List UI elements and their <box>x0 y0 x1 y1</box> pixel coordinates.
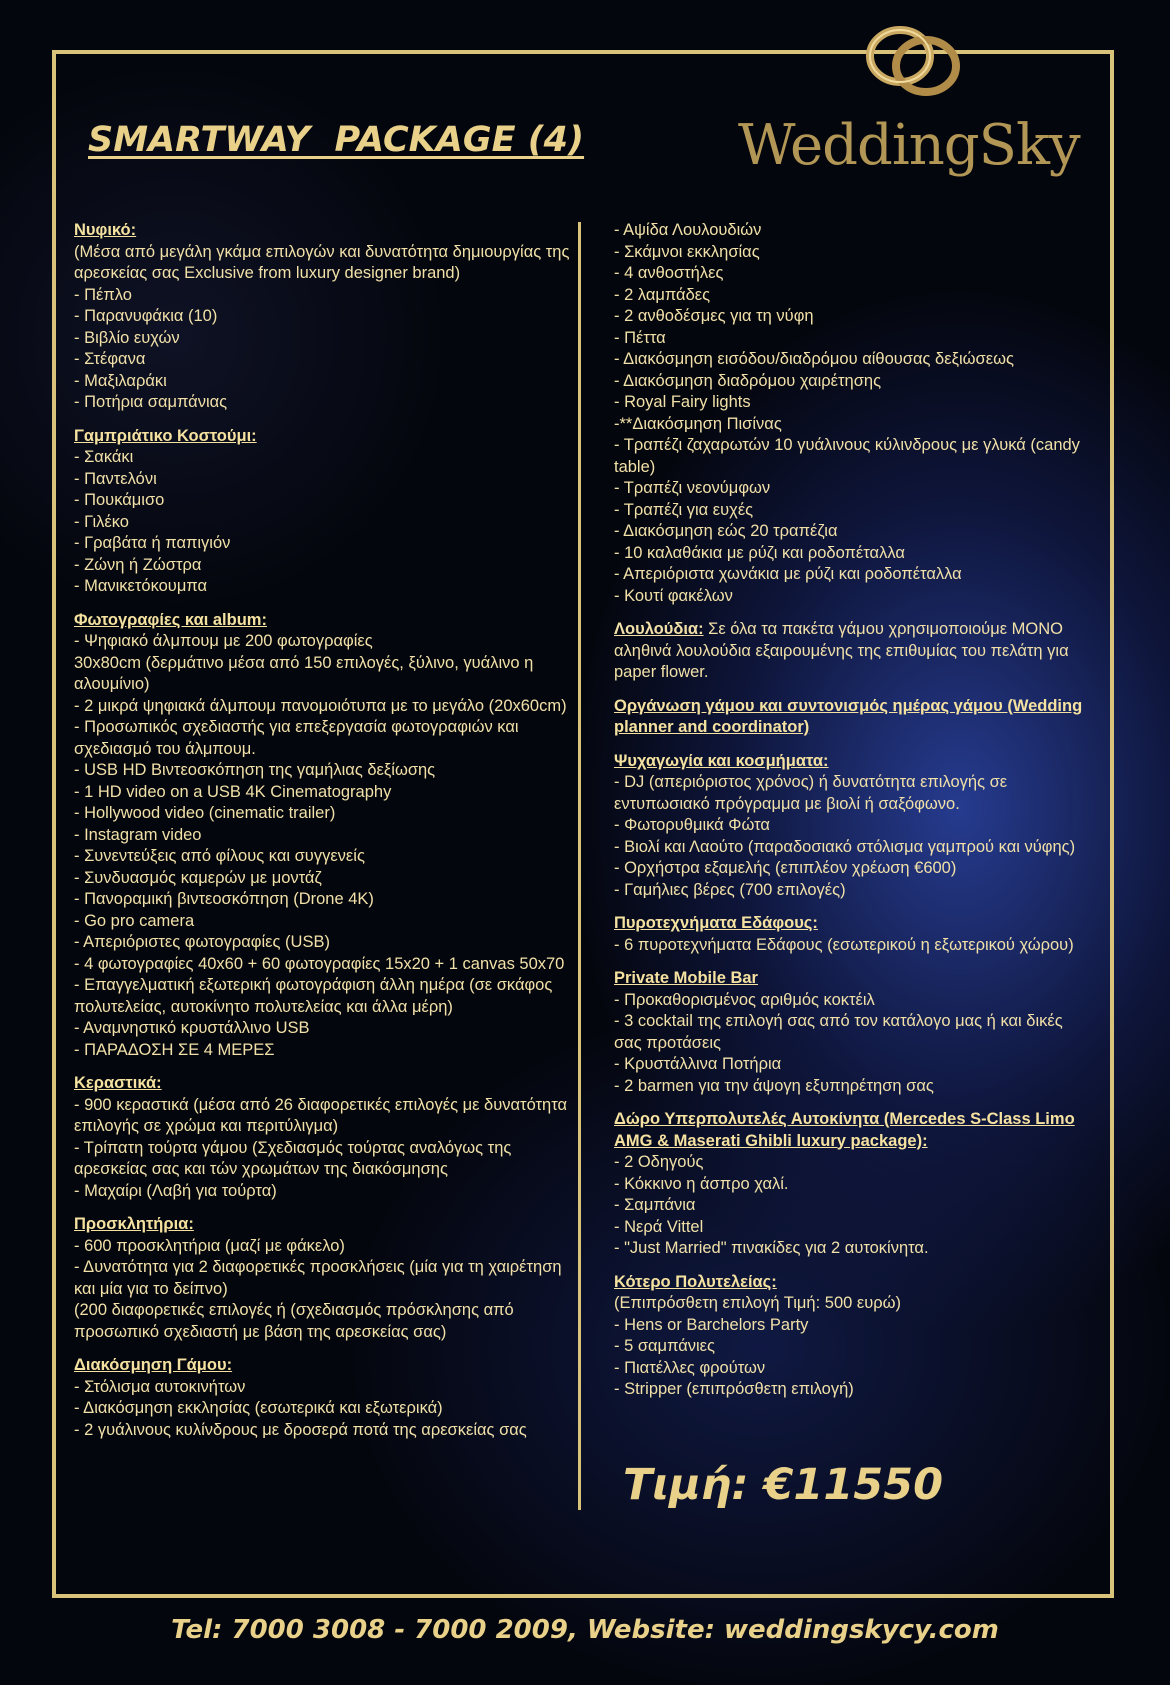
section-heading: Κότερο Πολυτελείας: <box>614 1272 777 1291</box>
section-line: - 4 φωτογραφίες 40x60 + 60 φωτογραφίες 15x20 + 1 canvas 50x70 <box>74 954 565 973</box>
decoration-item: - Royal Fairy lights <box>614 393 751 411</box>
decoration-item: - Τραπέζι για ευχές <box>614 500 754 519</box>
section-line: - 5 σαμπάνιες <box>614 1337 715 1355</box>
section-line: - Γαμήλιες βέρες (700 επιλογές) <box>614 880 846 899</box>
flowers-section <box>614 619 1084 684</box>
section-line: - 2 γυάλινους κυλίνδρους με δροσερά ποτά της αρεσκείας σας <box>74 1420 527 1439</box>
decoration-item: - Σκάμνοι εκκλησίας <box>614 242 760 261</box>
section-line: - Σαμπάνια <box>614 1196 696 1214</box>
section-line: - Stripper (επιπρόσθετη επιλογή) <box>614 1380 854 1398</box>
section-line: - DJ (απεριόριστος χρόνος) ή δυνατότητα επιλογής σε εντυπωσιακό πρόγραμμα με βιολί ή σαξόφωνο. <box>614 773 1008 813</box>
decoration-item: - 4 ανθοστήλες <box>614 264 724 282</box>
section-line: - Go pro camera <box>74 911 195 930</box>
section-line: - Σακάκι <box>74 448 134 466</box>
section-line: - 900 κεραστικά (μέσα από 26 διαφορετικές επιλογές με δυνατότητα επιλογής σε χρώμα και περιτύλιγμα) <box>74 1095 568 1135</box>
section-line: - Στέφανα <box>74 350 146 368</box>
package-title: SMARTWAY PACKAGE (4) <box>88 120 585 160</box>
section-line: - Ζώνη ή Ζώστρα <box>74 555 202 574</box>
decoration-item: - Αψίδα Λουλουδιών <box>614 221 762 239</box>
section-line: - Συνεντεύξεις από φίλους και συγγενείς <box>74 847 365 865</box>
section-line: - Παντελόνι <box>74 469 157 488</box>
section-line: - ΠΑΡΑΔΟΣΗ ΣΕ 4 ΜΕΡΕΣ <box>74 1040 275 1059</box>
section-heading: Διακόσμηση Γάμου: <box>74 1356 233 1374</box>
section <box>614 913 1084 956</box>
section-line: - Hollywood video (cinematic trailer) <box>74 804 336 822</box>
section <box>74 220 574 414</box>
section-line: - 3 cocktail της επιλογή σας από τον κατάλογο μας ή και δικές σας προτάσεις <box>614 1012 1063 1052</box>
section-heading: Προσκλητήρια: <box>74 1215 194 1233</box>
section-heading: Φωτογραφίες και album: <box>74 610 267 629</box>
section-line: - Γιλέκο <box>74 512 129 531</box>
section-heading: Οργάνωση γάμου και συντονισμός ημέρας γάμου (Wedding planner and coordinator) <box>614 696 1083 736</box>
section-line: - Κόκκινο η άσπρο χαλί. <box>614 1174 789 1193</box>
decoration-item: - 2 ανθοδέσμες για τη νύφη <box>614 307 814 325</box>
section-line: - Αναμνηστικό κρυστάλλινο USB <box>74 1019 310 1037</box>
decoration-item: - Τραπέζι ζαχαρωτών 10 γυάλινους κύλινδρους με γλυκά (candy table) <box>614 436 1080 476</box>
decoration-item: - 10 καλαθάκια με ρύζι και ροδοπέταλλα <box>614 543 905 562</box>
section-heading: Private Mobile Bar <box>614 969 758 987</box>
section-line: - 2 Οδηγούς <box>614 1153 704 1171</box>
decoration-item: - Κουτί φακέλων <box>614 586 733 605</box>
section-line: - Μανικετόκουμπα <box>74 577 208 595</box>
section-line: - Προσωπικός σχεδιαστής για επεξεργασία φωτογραφιών και σχεδιασμό του άλμπουμ. <box>74 718 519 758</box>
decoration-item: - Διακόσμηση διαδρόμου χαιρέτησης <box>614 371 882 390</box>
package-price: Τιμή: €11550 <box>623 1460 944 1510</box>
column-divider <box>578 222 581 1510</box>
section-line: - Μαχαίρι (Λαβή για τούρτα) <box>74 1181 277 1200</box>
flowers-heading: Λουλούδια: <box>614 620 704 638</box>
section-heading: Κεραστικά: <box>74 1074 162 1092</box>
section <box>74 426 574 598</box>
section-line: - Hens or Barchelors Party <box>614 1315 809 1334</box>
section-line: - Instagram video <box>74 825 202 844</box>
decoration-item: - Διακόσμηση εώς 20 τραπέζια <box>614 522 838 540</box>
section-heading: Ψυχαγωγία και κοσμήματα: <box>614 751 829 770</box>
section-line: - Πουκάμισο <box>74 491 165 509</box>
section <box>74 1355 574 1441</box>
section-line: - Πανοραμική βιντεοσκόπηση (Drone 4K) <box>74 890 374 908</box>
section-line: - 2 μικρά ψηφιακά άλμπουμ πανομοιότυπα με το μεγάλο (20x60cm) <box>74 696 567 715</box>
section-line: - Πιατέλλες φρούτων <box>614 1358 766 1377</box>
decoration-item: - Πέττα <box>614 328 666 347</box>
section-heading: Γαμπριάτικο Κοστούμι: <box>74 426 257 445</box>
section-line: - Απεριόριστες φωτογραφίες (USB) <box>74 933 330 951</box>
section-line: - 6 πυροτεχνήματα Εδάφους (εσωτερικού η εξωτερικού χώρου) <box>614 935 1074 954</box>
section <box>614 751 1084 902</box>
flowers-text: Σε όλα τα πακέτα γάμου χρησιμοποιούμε ΜΟΝΟ αληθινά λουλούδια εξαιρουμένης της επιθυμίας του πελάτη για paper flower. <box>614 620 1069 681</box>
section <box>614 1109 1084 1260</box>
section-line: - Μαξιλαράκι <box>74 371 167 390</box>
section-line: - Δυνατότητα για 2 διαφορετικές προσκλήσεις (μία για τη χαιρέτηση και μία για το δείπνο) <box>74 1258 562 1298</box>
section-line: - Στόλισμα αυτοκινήτων <box>74 1377 246 1396</box>
section-line: - Βιολί και Λαούτο (παραδοσιακό στόλισμα γαμπρού και νύφης) <box>614 837 1076 856</box>
section <box>74 1073 574 1202</box>
section-line: (200 διαφορετικές επιλογές ή (σχεδιασμός πρόσκλησης από προσωπικό σχεδιαστή με βάση της αρεσκείας σας) <box>74 1301 514 1341</box>
section-line: - USB HD Βιντεοσκόπηση της γαμήλιας δεξίωσης <box>74 761 436 779</box>
section-heading: Νυφικό: <box>74 221 137 239</box>
section-line: - 600 προσκλητήρια (μαζί με φάκελο) <box>74 1236 345 1255</box>
section-line: - Πέπλο <box>74 285 132 304</box>
decoration-item: - 2 λαμπάδες <box>614 285 711 304</box>
section-line: - "Just Married" πινακίδες για 2 αυτοκίνητα. <box>614 1239 929 1257</box>
wedding-rings-icon <box>858 16 968 104</box>
left-column <box>74 220 574 1453</box>
decoration-item: - Τραπέζι νεονύμφων <box>614 479 771 497</box>
section-line: - Προκαθορισμένος αριθμός κοκτέιλ <box>614 990 875 1009</box>
section-line: (Επιπρόσθετη επιλογή Τιμή: 500 ευρώ) <box>614 1294 902 1312</box>
section-line: - Κρυστάλλινα Ποτήρια <box>614 1055 782 1073</box>
section-line: (Μέσα από μεγάλη γκάμα επιλογών και δυνατότητα δημιουργίας της αρεσκείας σας Exclusive from luxury designer brand) <box>74 242 570 282</box>
section <box>74 1214 574 1343</box>
section-line: - Ψηφιακό άλμπουμ με 200 φωτογραφίες <box>74 632 373 650</box>
section-line: - Διακόσμηση εκκλησίας (εσωτερικά και εξωτερικά) <box>74 1399 443 1417</box>
section-line: - Νερά Vittel <box>614 1217 704 1236</box>
decoration-list-continued <box>614 220 1084 607</box>
section-line: - Βιβλίο ευχών <box>74 328 180 347</box>
section-heading: Πυροτεχνήματα Εδάφους: <box>614 914 818 932</box>
section <box>614 968 1084 1097</box>
weddingsky-logo[interactable] <box>738 10 1078 190</box>
section-line: - 1 HD video on a USB 4K Cinematography <box>74 782 392 801</box>
section-line: 30x80cm (δερμάτινο μέσα από 150 επιλογές, ξύλινο, γυάλινο η αλουμίνιο) <box>74 653 534 693</box>
section-line: - Συνδυασμός καμερών με μοντάζ <box>74 868 322 887</box>
logo-text: WeddingSky <box>738 113 1080 178</box>
section-line: - Παρανυφάκια (10) <box>74 307 218 325</box>
right-column <box>614 220 1084 1413</box>
section <box>74 610 574 1062</box>
right-sections <box>614 696 1084 1401</box>
section <box>614 696 1084 739</box>
section <box>614 1272 1084 1401</box>
decoration-item: -**Διακόσμηση Πισίνας <box>614 414 782 433</box>
contact-footer[interactable]: Tel: 7000 3008 - 7000 2009, Website: weddingskycy.com <box>171 1615 999 1645</box>
section-heading: Δώρο Υπερπολυτελές Αυτοκίνητα (Mercedes S-Class Limo AMG & Maserati Ghibli luxury package): <box>614 1110 1075 1150</box>
section-line: - Ορχήστρα εξαμελής (επιπλέον χρέωση €600) <box>614 859 957 877</box>
decoration-item: - Διακόσμηση εισόδου/διαδρόμου αίθουσας δεξιώσεως <box>614 350 1014 368</box>
section-line: - Γραβάτα ή παπιγιόν <box>74 534 231 552</box>
decoration-item: - Απεριόριστα χωνάκια με ρύζι και ροδοπέταλλα <box>614 565 962 583</box>
section-line: - Φωτορυθμικά Φώτα <box>614 816 770 834</box>
section-line: - 2 barmen για την άψογη εξυπηρέτηση σας <box>614 1076 934 1095</box>
section-line: - Επαγγελματική εξωτερική φωτογράφιση άλλη ημέρα (σε σκάφος πολυτελείας, αυτοκίνητο πολυτελείας και άλλα μέρη) <box>74 976 553 1016</box>
section-line: - Ποτήρια σαμπάνιας <box>74 393 228 411</box>
section-line: - Τρίπατη τούρτα γάμου (Σχεδιασμός τούρτας αναλόγως της αρεσκείας σας και τών χρωμάτων της διακόσμησης <box>74 1138 512 1178</box>
